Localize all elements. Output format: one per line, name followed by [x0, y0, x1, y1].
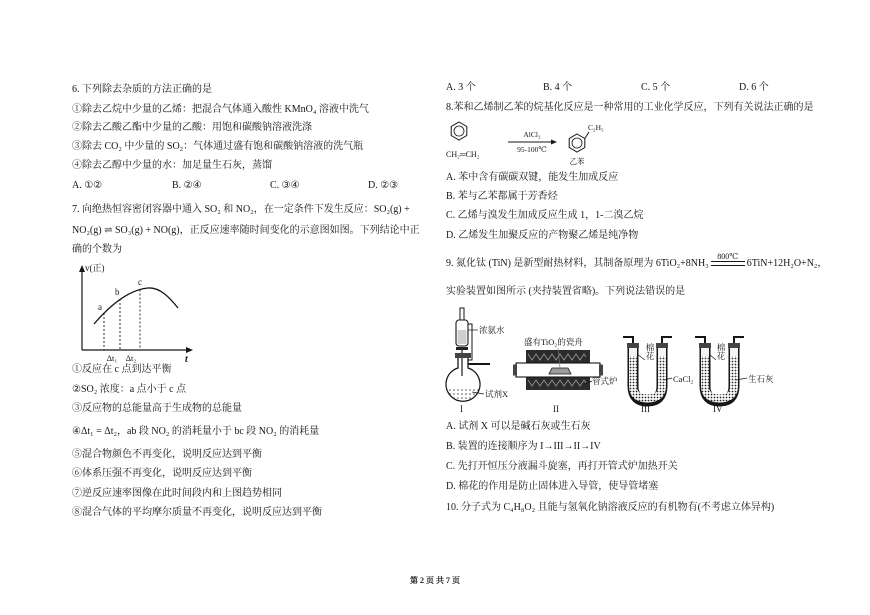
page-footer: 第 2 页 共 7 页 — [410, 576, 460, 585]
q7-item-5: ⑤混合物颜色不再变化，说明反应达到平衡 — [72, 449, 262, 460]
stopper-iv-right — [728, 343, 740, 348]
apparatus-i-label: I — [460, 404, 463, 414]
q7-item-3: ③反应物的总能量高于生成物的总能量 — [72, 403, 242, 414]
reagent-x-label: 试剂X — [485, 389, 509, 399]
interval-dt1-label: Δt₁ — [106, 353, 118, 363]
q9-option-d: D. 棉花的作用是防止固体进入导管，使导管堵塞 — [446, 481, 659, 492]
q8-option-a: A. 苯中含有碳碳双键，能发生加成反应 — [446, 172, 619, 183]
apparatus-ii-tube-furnace — [513, 348, 603, 390]
tube-left-stopper — [513, 365, 517, 376]
ammonia-liquid — [458, 330, 467, 344]
q8-option-d: D. 乙烯发生加聚反应的产物聚乙烯是纯净物 — [446, 230, 639, 241]
ethylene-formula: CH₂═CH₂ — [446, 150, 480, 159]
apparatus-i-flask — [446, 308, 490, 401]
q7-option-d: D. 6 个 — [739, 82, 769, 93]
benzene-ring-icon — [451, 122, 467, 140]
reaction-arrow-head — [551, 140, 557, 145]
q7-stem-line-1: 7. 向绝热恒容密闭容器中通入 SO₂ 和 NO₂，在一定条件下发生反应：SO₂(g) + — [72, 204, 410, 215]
stopper-iii-right — [656, 343, 668, 348]
q6-option-b: B. ②④ — [172, 180, 202, 191]
cotton-iv-left — [701, 348, 709, 356]
tube-iii-outlet — [662, 337, 672, 343]
ammonia-label: 浓氨水 — [479, 325, 505, 335]
forward-rate-curve — [94, 288, 178, 324]
q7-stem-line-3: 确的个数为 — [72, 244, 122, 255]
substituent-bond — [585, 132, 589, 139]
q6-option-c: C. ③④ — [270, 180, 300, 191]
tube-iv-inlet — [695, 337, 705, 343]
q6-item-3: ③除去 CO₂ 中少量的 SO₂：气体通过盛有饱和碳酸钠溶液的洗气瓶 — [72, 141, 364, 152]
flask-stopper — [455, 353, 471, 358]
q7-option-a: A. 3 个 — [446, 82, 476, 93]
q8-alkylation-scheme — [440, 115, 620, 170]
cotton-iii-right — [658, 348, 666, 356]
tube-iv-outlet — [734, 337, 744, 343]
q6-item-2: ②除去乙酸乙酯中少量的乙酸：用饱和碳酸钠溶液洗涤 — [72, 122, 312, 133]
reaction-equals-sign — [711, 252, 745, 266]
cotton-iii-label: 棉花 — [645, 343, 655, 360]
q7-stem-line-2: NO₂(g) ⇌ SO₃(g) + NO(g)，正反应速率随时间变化的示意图如图。下列结论中正 — [72, 225, 420, 236]
q9-stem-line-2: 实验装置如图所示 (夹持装置省略)。下列说法错误的是 — [446, 286, 686, 297]
furnace-label: 管式炉 — [592, 376, 618, 386]
q9-stem-suffix: 6TiN+12H₂O+N₂， — [746, 258, 828, 269]
benzene-aromatic-circle — [454, 126, 464, 136]
q9-apparatus-diagram — [440, 300, 785, 418]
quicklime-label: 生石灰 — [748, 374, 774, 384]
q8-stem: 8.苯和乙烯制乙苯的烷基化反应是一种常用的工业化学反应，下列有关说法正确的是 — [446, 102, 814, 113]
cacl2-label: CaCl₂ — [673, 374, 694, 384]
q6-option-a: A. ①② — [72, 180, 103, 191]
x-axis-label: t — [185, 354, 188, 365]
ethylbenzene-aromatic-circle — [572, 138, 582, 148]
q9-option-b: B. 装置的连接顺序为 I→III→II→IV — [446, 441, 601, 452]
point-c-label: c — [138, 277, 142, 287]
interval-dt2-label: Δt₂ — [125, 353, 137, 363]
q6-option-d: D. ②③ — [368, 180, 399, 191]
q9-option-c: C. 先打开恒压分液漏斗旋塞，再打开管式炉加热开关 — [446, 461, 678, 472]
reagent-x-solid — [447, 388, 480, 401]
q8-option-c: C. 乙烯与溴发生加成反应生成 1，1-二溴乙烷 — [446, 210, 644, 221]
x-axis-arrow — [186, 347, 193, 353]
tube-right-stopper — [599, 365, 603, 376]
funnel-top-tube — [460, 308, 464, 320]
boat-label: 盛有TiO₂的瓷舟 — [524, 337, 583, 347]
apparatus-iv-label: IV — [713, 404, 723, 414]
q7-option-b: B. 4 个 — [543, 82, 573, 93]
porcelain-boat-icon — [549, 368, 571, 374]
apparatus-iii-label: III — [641, 404, 650, 414]
q7-item-8: ⑧混合气体的平均摩尔质量不再变化，说明反应达到平衡 — [72, 507, 322, 518]
point-a-label: a — [98, 302, 102, 312]
stopper-iii-left — [627, 343, 639, 348]
q6-stem: 6. 下列除去杂质的方法正确的是 — [72, 84, 212, 95]
q7-item-4: ④Δt₁ = Δt₂，ab 段 NO₂ 的消耗量小于 bc 段 NO₂ 的消耗量 — [72, 426, 320, 437]
stopcock-icon — [456, 347, 468, 350]
apparatus-ii-label: II — [553, 404, 559, 414]
q7-item-7: ⑦逆反应速率图像在此时间段内和上图趋势相同 — [72, 488, 282, 499]
stopper-iv-left — [699, 343, 711, 348]
q7-item-6: ⑥体系压强不再变化，说明反应达到平衡 — [72, 468, 252, 479]
q10-stem: 10. 分子式为 C₄H₈O₂ 且能与氢氧化钠溶液反应的有机物有(不考虑立体异构) — [446, 502, 775, 513]
q9-option-a: A. 试剂 X 可以是碱石灰或生石灰 — [446, 421, 591, 432]
ethylbenzene-ring-icon — [569, 134, 585, 152]
q6-item-4: ④除去乙醇中少量的水：加足量生石灰，蒸馏 — [72, 160, 272, 171]
q7-option-c: C. 5 个 — [641, 82, 671, 93]
q9-stem-line-1 — [446, 252, 828, 271]
y-axis-label: v(正) — [85, 263, 105, 273]
cotton-iv-right — [730, 348, 738, 356]
q7-item-2: ②SO₂ 浓度：a 点小于 c 点 — [72, 384, 187, 395]
cotton-iv-label: 棉花 — [716, 343, 726, 360]
q8-option-b: B. 苯与乙苯都属于芳香烃 — [446, 191, 558, 202]
q7-rate-time-graph — [72, 258, 202, 366]
point-b-label: b — [115, 287, 120, 297]
q9-stem-prefix: 9. 氮化钛 (TiN) 是新型耐热材料，其制备原理为 6TiO₂+8NH₃ — [446, 258, 709, 269]
product-name: 乙苯 — [569, 157, 585, 166]
ethyl-substituent: C₂H₅ — [588, 123, 604, 132]
temperature-label: 95-100℃ — [517, 145, 547, 154]
q7-item-1: ①反应在 c 点到达平衡 — [72, 364, 172, 375]
reaction-condition: 800℃ — [717, 252, 739, 262]
tube-iii-inlet — [623, 337, 633, 343]
cotton-iii-left — [629, 348, 637, 356]
catalyst-label: AlCl₃ — [523, 130, 541, 139]
q6-item-1: ①除去乙烷中少量的乙烯：把混合气体通入酸性 KMnO₄ 溶液中洗气 — [72, 104, 369, 115]
